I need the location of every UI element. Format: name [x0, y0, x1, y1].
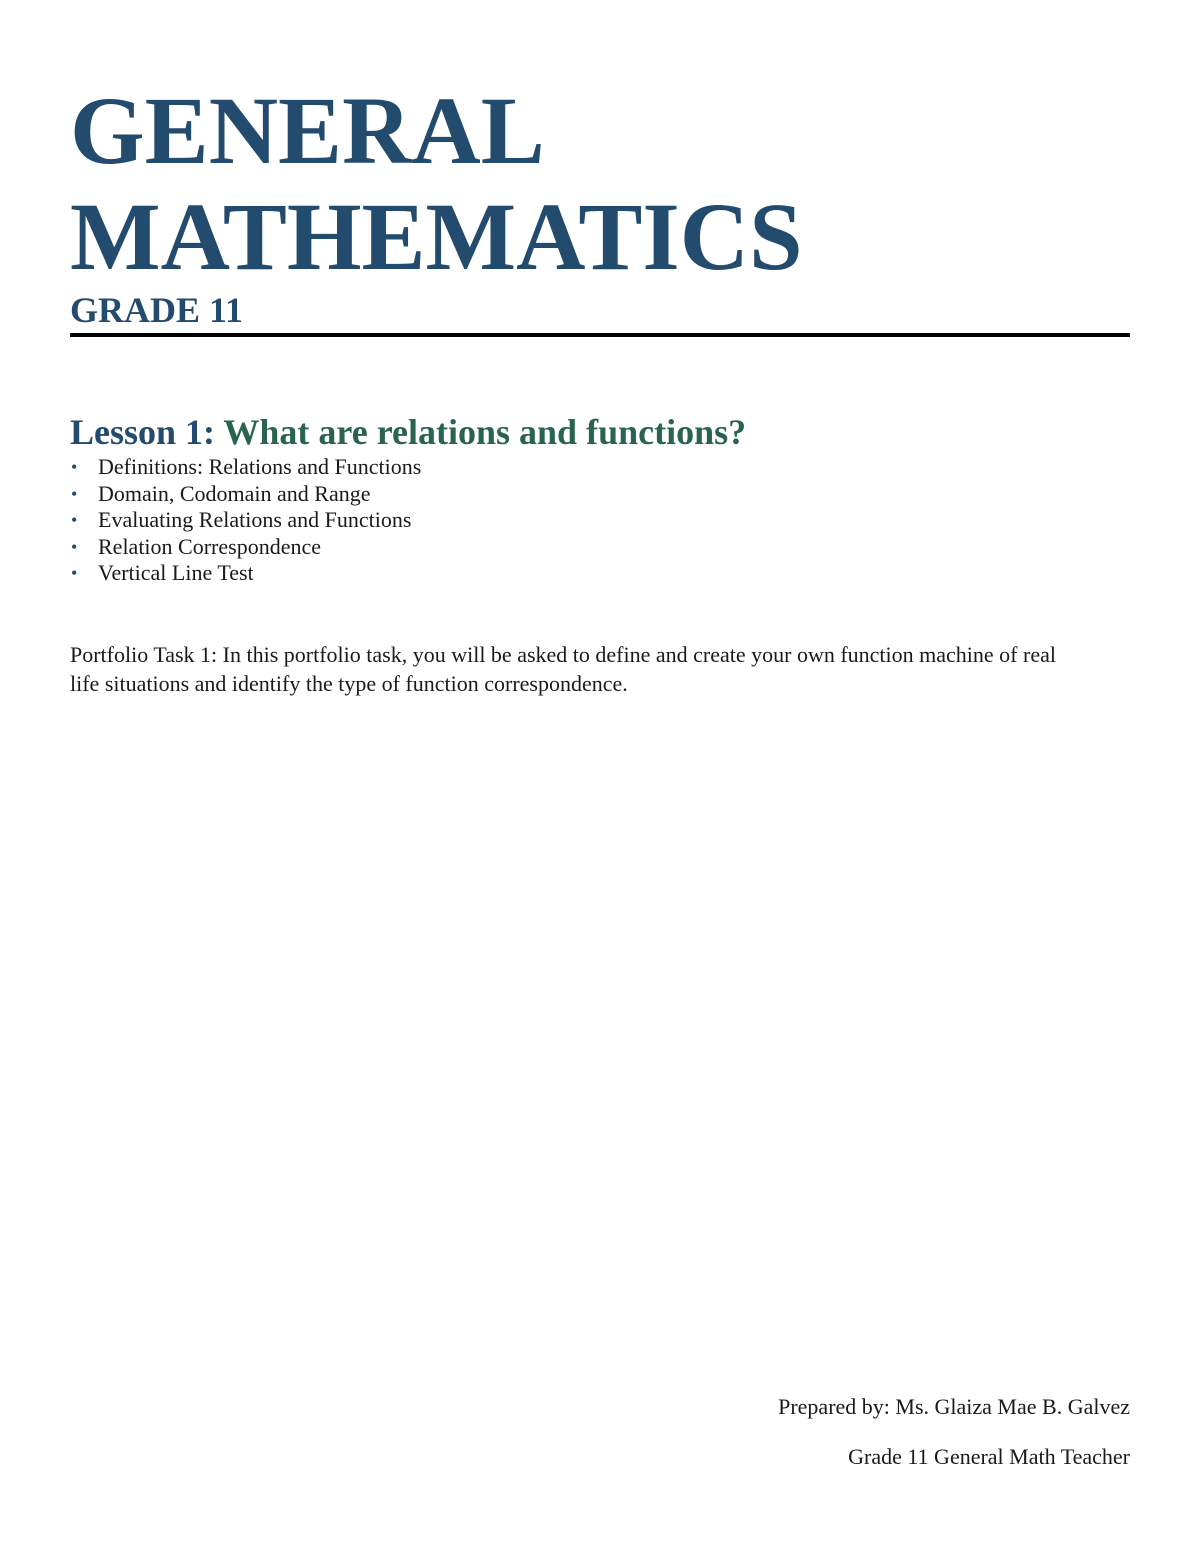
list-item	[70, 454, 421, 481]
bullet-icon: •	[71, 483, 78, 504]
document-title	[70, 78, 802, 290]
bullet-icon: •	[71, 536, 78, 557]
bullet-icon: •	[71, 563, 78, 584]
title-line-2: MATHEMATICS	[70, 183, 803, 290]
bullet-icon: •	[71, 510, 78, 531]
topic-text: Relation Correspondence	[98, 533, 321, 559]
topic-text: Evaluating Relations and Functions	[98, 507, 412, 533]
list-item	[70, 560, 421, 587]
lesson-number: Lesson 1:	[70, 412, 216, 452]
list-item	[70, 507, 421, 534]
topic-text: Vertical Line Test	[98, 560, 254, 586]
grade-level: GRADE 11	[70, 290, 244, 330]
title-line-1: GENERAL	[70, 77, 545, 184]
header-divider	[70, 333, 1130, 337]
lesson-heading	[70, 410, 746, 454]
topic-list	[70, 454, 421, 587]
teacher-role: Grade 11 General Math Teacher	[848, 1444, 1130, 1469]
list-item	[70, 534, 421, 561]
prepared-by: Prepared by: Ms. Glaiza Mae B. Galvez	[778, 1394, 1130, 1419]
lesson-question: What are relations and functions?	[223, 412, 747, 452]
portfolio-task: Portfolio Task 1: In this portfolio task, you will be asked to define and create your own function machine of real life situations and identify the type of function correspondence.	[70, 642, 1056, 696]
list-item	[70, 481, 421, 508]
topic-text: Domain, Codomain and Range	[98, 480, 371, 506]
bullet-icon: •	[71, 457, 78, 477]
topic-text: Definitions: Relations and Functions	[98, 454, 422, 479]
